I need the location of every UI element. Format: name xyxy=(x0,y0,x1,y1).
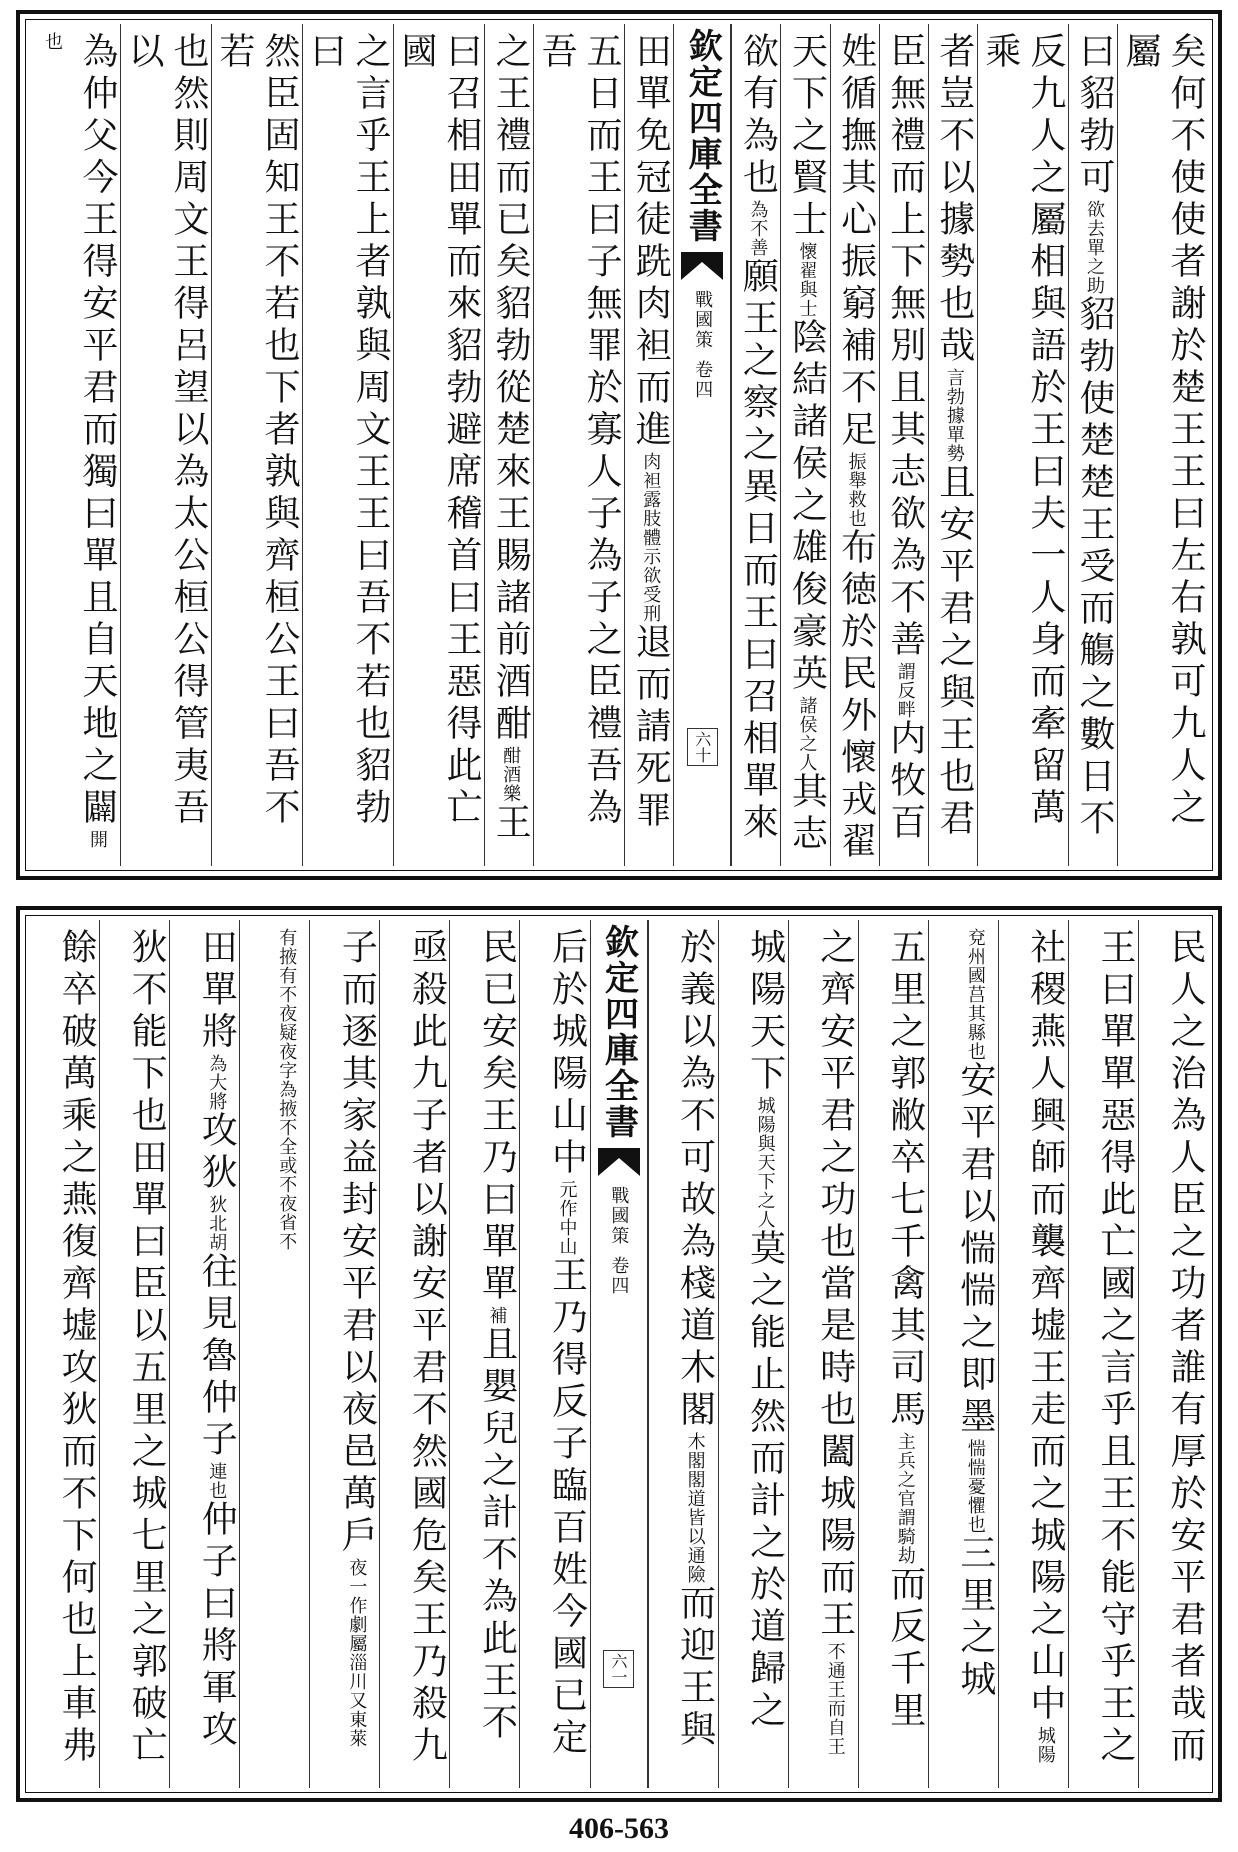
text-column: 之王禮而已矣貂勃從楚來王賜諸前酒酣酣酒樂王 xyxy=(484,24,533,866)
text-column: 狄不能下也田單曰臣以五里之城七里之郭破亡 xyxy=(99,920,169,1788)
text-column: 反九人之屬相與語於王曰夫一人身而牽留萬乘 xyxy=(977,24,1068,866)
text-column: 五日而王曰子無罪於寡人子為子之臣禮吾為吾 xyxy=(533,24,624,866)
margin-volume: 卷四 xyxy=(692,360,714,400)
text-column: 亟殺此九子者以謝安平君不然國危矣王乃殺九 xyxy=(379,920,449,1788)
text-column: 曰召相田單而來貂勃避席稽首曰王惡得此亡國 xyxy=(393,24,484,866)
text-column: 五里之郭敝卒七千禽其司馬主兵之官謂騎劫而反千里 xyxy=(858,920,928,1788)
commentary-note: 開也 xyxy=(42,32,108,849)
commentary-note: 有掖有不夜疑夜字為掖不全或不夜省不 xyxy=(276,928,298,1251)
commentary-note: 城陽 xyxy=(1034,1726,1056,1764)
center-margin xyxy=(673,24,731,866)
commentary-note: 懷翟與士 xyxy=(796,242,818,318)
commentary-note: 城陽與天下之人 xyxy=(754,1096,776,1229)
commentary-note: 肉袒露肢體示欲受刑 xyxy=(640,452,662,623)
commentary-note: 狄北胡 xyxy=(206,1195,228,1252)
commentary-note: 言勃據單勢 xyxy=(943,368,965,463)
commentary-note: 主兵之官謂騎劫 xyxy=(894,1432,916,1565)
commentary-note: 振舉救也 xyxy=(845,452,867,528)
commentary-note: 連也 xyxy=(206,1462,228,1500)
text-column: 王曰單單惡得此亡國之言乎且王不能守乎王之 xyxy=(1068,920,1138,1788)
commentary-note: 酣酒樂 xyxy=(500,746,522,803)
center-margin xyxy=(590,920,648,1788)
book-title: 欽定四庫全書 xyxy=(598,924,639,1140)
bottom-text-area xyxy=(30,920,1208,1788)
bottom-page xyxy=(16,906,1222,1802)
margin-page-number: 六十 xyxy=(687,728,718,766)
margin-volume: 卷四 xyxy=(608,1256,630,1296)
text-column: 曰貂勃可欲去單之助貂勃使楚楚王受而觴之數日不 xyxy=(1068,24,1117,866)
top-text-area xyxy=(30,24,1208,866)
text-column: 后於城陽山中元作中山王乃得反子臨百姓今國已定 xyxy=(519,920,589,1788)
text-column: 矣何不使使者謝於楚王王曰左右孰可九人之屬 xyxy=(1117,24,1208,866)
text-column: 臣無禮而上下無別且其志欲為不善謂反畔内牧百 xyxy=(879,24,928,866)
text-column: 姓循撫其心振窮補不足振舉救也布徳於民外懷戎翟 xyxy=(830,24,879,866)
commentary-note: 木閣閣道皆以通險 xyxy=(684,1432,706,1584)
text-column: 兗州國莒其縣也安平君以惴惴之即墨惴惴憂懼也三里之城 xyxy=(928,920,998,1788)
commentary-note: 惴惴憂懼也 xyxy=(964,1439,986,1534)
text-column: 社稷燕人興師而襲齊墟王走而之城陽之山中城陽 xyxy=(998,920,1068,1788)
text-column: 民已安矣王乃曰單單補且嬰兒之計不為此王不 xyxy=(449,920,519,1788)
text-column: 民人之治為人臣之功者誰有厚於安平君者哉而 xyxy=(1138,920,1208,1788)
text-column: 城陽天下城陽與天下之人莫之能止然而計之於道歸之 xyxy=(718,920,788,1788)
text-column: 子而逐其家益封安平君以夜邑萬戶夜一作劇屬淄川又東萊 xyxy=(309,920,379,1788)
top-page xyxy=(16,10,1222,880)
text-column: 天下之賢士懷翟與士陰結諸侯之雄俊豪英諸侯之人其志 xyxy=(780,24,829,866)
text-column: 也然則周文王得呂望以為太公桓公得管夷吾以 xyxy=(120,24,211,866)
commentary-note: 欲去單之助 xyxy=(1084,200,1105,295)
text-column: 為仲父今王得安平君而獨曰單且自天地之闢開也 xyxy=(42,32,118,849)
text-column: 欲有為也為不善願王之察之異日而王曰召相單來 xyxy=(731,24,780,866)
commentary-note: 元作中山 xyxy=(556,1180,578,1256)
text-column: 之言乎王上者孰與周文王王曰吾不若也貂勃曰 xyxy=(302,24,393,866)
text-column xyxy=(239,920,309,1788)
text-column: 於義以為不可故為棧道木閣木閣閣道皆以通險而迎王與 xyxy=(648,920,718,1788)
text-column: 田單將為大將攻狄狄北胡往見魯仲子連也仲子曰將軍攻 xyxy=(169,920,239,1788)
commentary-note: 謂反畔 xyxy=(894,662,916,719)
text-column: 之齊安平君之功也當是時也闔城陽而王不通王而自王 xyxy=(788,920,858,1788)
margin-page-number: 六一 xyxy=(603,1650,634,1688)
text-column: 田單免冠徒跣肉袒而進肉袒露肢體示欲受刑退而請死罪 xyxy=(624,24,673,866)
commentary-note: 諸侯之人 xyxy=(796,696,818,772)
commentary-note: 兗州國莒其縣也 xyxy=(964,928,986,1061)
fish-tail-mark-icon xyxy=(598,1148,640,1176)
page-label: 406-563 xyxy=(569,1812,669,1845)
commentary-note: 為不善 xyxy=(747,200,769,257)
text-column: 然臣固知王不若也下者孰與齊桓公王曰吾不若 xyxy=(211,24,302,866)
commentary-note: 不通王而自王 xyxy=(824,1642,846,1756)
text-column: 餘卒破萬乘之燕復齊墟攻狄而不下何也上車弗 xyxy=(56,928,98,1768)
margin-title: 戰國策 xyxy=(692,290,714,350)
fish-tail-mark-icon xyxy=(681,252,723,280)
book-title: 欽定四庫全書 xyxy=(682,28,723,244)
margin-title: 戰國策 xyxy=(608,1186,630,1246)
commentary-note: 夜一作劇屬淄川又東萊 xyxy=(346,1558,368,1748)
text-column: 者豈不以據勢也哉言勃據單勢且安平君之與王也君 xyxy=(928,24,977,866)
commentary-note: 為大將 xyxy=(206,1054,228,1111)
commentary-note: 補 xyxy=(486,1306,508,1325)
